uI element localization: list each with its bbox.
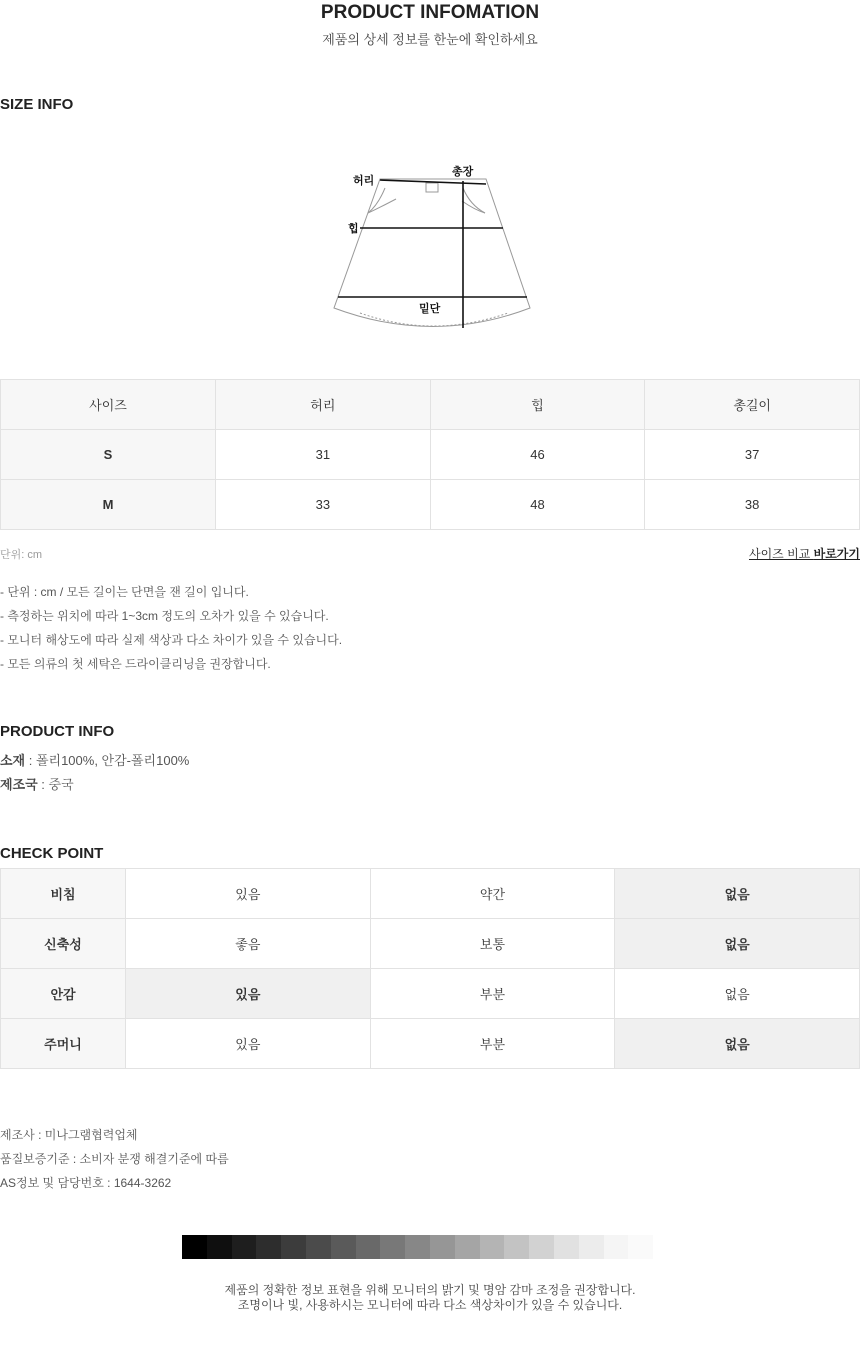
check-option: 있음 (126, 869, 371, 919)
gray-swatch (628, 1235, 653, 1259)
table-cell: 33 (216, 480, 431, 530)
table-header-row (1, 380, 860, 430)
table-header: 총길이 (645, 380, 860, 430)
table-cell: 31 (216, 430, 431, 480)
table-row (1, 919, 860, 969)
check-label: 주머니 (1, 1019, 126, 1069)
size-table (0, 379, 860, 530)
table-header: 허리 (216, 380, 431, 430)
list-item: AS정보 및 담당번호 : 1644-3262 (0, 1176, 172, 1190)
check-option: 부분 (370, 1019, 615, 1069)
table-row (1, 430, 860, 480)
list-item: - 모든 의류의 첫 세탁은 드라이클리닝을 권장합니다. (0, 657, 271, 671)
table-row (1, 969, 860, 1019)
footer-notice (0, 1283, 860, 1313)
list-item: - 단위 : cm / 모든 길이는 단면을 잰 길이 입니다. (0, 585, 249, 599)
table-cell: S (1, 430, 216, 480)
size-unit: 단위: cm (0, 549, 43, 561)
origin-value: : 중국 (37, 777, 74, 792)
table-row (1, 1019, 860, 1069)
size-compare-prefix: 사이즈 비교 (748, 547, 814, 561)
gray-scale-bar (182, 1235, 678, 1259)
list-item: - 측정하는 위치에 따라 1~3cm 정도의 오차가 있을 수 있습니다. (0, 609, 329, 623)
origin-label: 제조국 (0, 777, 38, 792)
diagram-label-waist: 허리 (353, 174, 375, 187)
page-subtitle: 제품의 상세 정보를 한눈에 확인하세요 (322, 32, 538, 47)
size-info-title: SIZE INFO (0, 96, 74, 113)
skirt-diagram (320, 155, 550, 345)
table-row (1, 869, 860, 919)
list-item: - 모니터 해상도에 따라 실제 색상과 다소 차이가 있을 수 있습니다. (0, 633, 343, 647)
diagram-label-hem: 밑단 (419, 302, 441, 315)
check-label: 안감 (1, 969, 126, 1019)
table-row (1, 480, 860, 530)
table-cell: 37 (645, 430, 860, 480)
size-compare-link[interactable] (749, 545, 860, 562)
gray-swatch (529, 1235, 554, 1259)
table-header: 사이즈 (1, 380, 216, 430)
gray-swatch (604, 1235, 629, 1259)
table-cell: M (1, 480, 216, 530)
gray-swatch (455, 1235, 480, 1259)
page-title: PRODUCT INFOMATION (320, 2, 540, 23)
gray-swatch (579, 1235, 604, 1259)
check-label: 신축성 (1, 919, 126, 969)
maker-info (0, 1123, 229, 1195)
material-label: 소재 (0, 753, 26, 768)
gray-swatch (430, 1235, 455, 1259)
check-label: 비침 (1, 869, 126, 919)
list-item: 제조사 : 미나그램협력업체 (0, 1128, 138, 1142)
check-option: 있음 (126, 969, 371, 1019)
material-line (0, 750, 189, 769)
material-value: : 폴리100%, 안감-폴리100% (25, 753, 190, 768)
check-option: 부분 (370, 969, 615, 1019)
check-option: 없음 (615, 869, 860, 919)
footer-line: 조명이나 빛, 사용하시는 모니터에 따라 다소 색상차이가 있을 수 있습니다. (237, 1298, 623, 1312)
gray-swatch (504, 1235, 529, 1259)
gray-swatch (554, 1235, 579, 1259)
check-option: 약간 (370, 869, 615, 919)
size-compare-label: 바로가기 (813, 547, 860, 561)
gray-swatch (256, 1235, 281, 1259)
gray-swatch (356, 1235, 381, 1259)
check-point-title: CHECK POINT (0, 845, 104, 862)
gray-swatch (207, 1235, 232, 1259)
list-item: 품질보증기준 : 소비자 분쟁 해결기준에 따름 (0, 1152, 229, 1166)
gray-swatch (331, 1235, 356, 1259)
diagram-label-hip: 힙 (348, 222, 359, 235)
footer-line: 제품의 정확한 정보 표현을 위해 모니터의 밝기 및 명암 감마 조정을 권장합니다. (224, 1283, 636, 1297)
table-cell: 48 (430, 480, 645, 530)
check-option: 없음 (615, 969, 860, 1019)
gray-swatch (405, 1235, 430, 1259)
table-cell: 46 (430, 430, 645, 480)
check-option: 없음 (615, 919, 860, 969)
product-info-title: PRODUCT INFO (0, 723, 115, 740)
gray-swatch (182, 1235, 207, 1259)
diagram-label-length: 총장 (452, 165, 474, 178)
check-point-table (0, 868, 860, 1069)
gray-swatch (480, 1235, 505, 1259)
table-header: 힙 (430, 380, 645, 430)
origin-line (0, 774, 74, 793)
check-option: 좋음 (126, 919, 371, 969)
check-option: 없음 (615, 1019, 860, 1069)
gray-swatch (653, 1235, 678, 1259)
table-cell: 38 (645, 480, 860, 530)
size-notes (0, 580, 342, 676)
gray-swatch (380, 1235, 405, 1259)
gray-swatch (306, 1235, 331, 1259)
gray-swatch (232, 1235, 257, 1259)
check-option: 보통 (370, 919, 615, 969)
gray-swatch (281, 1235, 306, 1259)
check-option: 있음 (126, 1019, 371, 1069)
